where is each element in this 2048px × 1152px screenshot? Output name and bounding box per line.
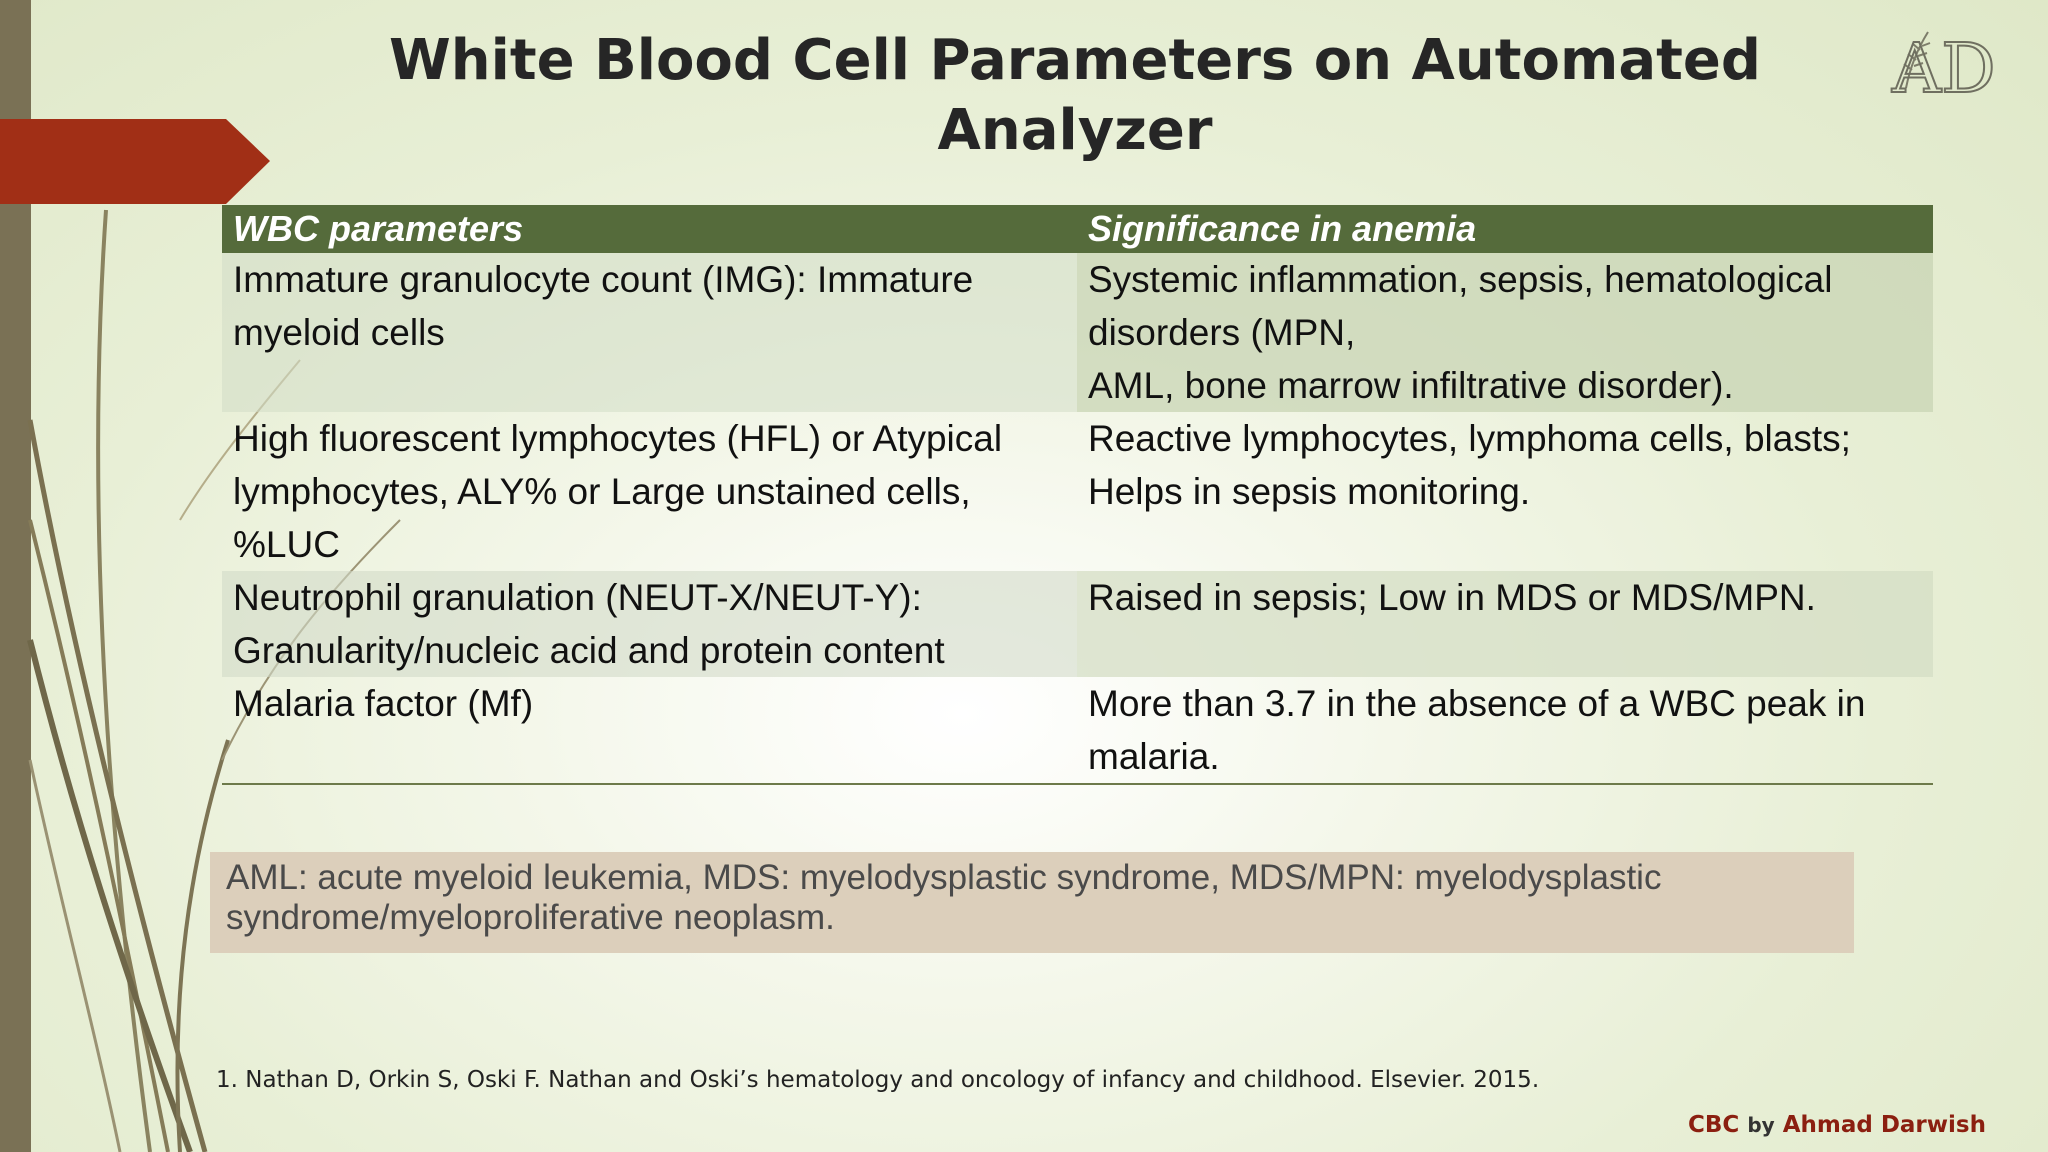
significance-cell bbox=[1077, 412, 1933, 571]
author-credit bbox=[1688, 1112, 1986, 1138]
ad-logo bbox=[1884, 22, 2028, 102]
svg-text:AD: AD bbox=[1892, 30, 1996, 102]
significance-line: Raised in sepsis; Low in MDS or MDS/MPN. bbox=[1088, 577, 1816, 618]
header-wbc-parameters: WBC parameters bbox=[222, 205, 1077, 253]
table-header-row bbox=[222, 205, 1933, 253]
red-arrow-accent bbox=[0, 119, 270, 204]
table-row bbox=[222, 677, 1933, 784]
reference-citation: 1. Nathan D, Orkin S, Oski F. Nathan and Oski’s hematology and oncology of infancy and childhood. Elsevier. 2015. bbox=[216, 1067, 1540, 1093]
parameter-cell: Malaria factor (Mf) bbox=[222, 677, 1077, 784]
abbreviations-note: AML: acute myeloid leukemia, MDS: myelodysplastic syndrome, MDS/MPN: myelodysplastic syndrome/myeloproliferative neoplasm. bbox=[210, 852, 1854, 953]
wbc-parameters-table bbox=[222, 205, 1933, 785]
table-row bbox=[222, 571, 1933, 677]
significance-line: More than 3.7 in the absence of a WBC peak in malaria. bbox=[1088, 683, 1866, 777]
significance-cell bbox=[1077, 571, 1933, 677]
table-row bbox=[222, 412, 1933, 571]
credit-by: by bbox=[1747, 1113, 1775, 1137]
significance-cell bbox=[1077, 253, 1933, 412]
parameter-cell: High fluorescent lymphocytes (HFL) or Atypical lymphocytes, ALY% or Large unstained cells, %LUC bbox=[233, 418, 1003, 565]
header-significance: Significance in anemia bbox=[1077, 205, 1933, 253]
parameter-cell: Immature granulocyte count (IMG): Immature myeloid cells bbox=[222, 253, 1077, 412]
significance-line: AML, bone marrow infiltrative disorder). bbox=[1088, 365, 1734, 406]
significance-cell bbox=[1077, 677, 1933, 784]
credit-program: CBC bbox=[1688, 1112, 1740, 1138]
significance-line: Systemic inflammation, sepsis, hematological disorders (MPN, bbox=[1088, 259, 1833, 353]
parameter-cell: Neutrophil granulation (NEUT-X/NEUT-Y): Granularity/nucleic acid and protein content bbox=[222, 571, 1077, 677]
slide-title: White Blood Cell Parameters on Automated Analyzer bbox=[389, 28, 1761, 163]
credit-author: Ahmad Darwish bbox=[1782, 1112, 1986, 1138]
significance-line: Helps in sepsis monitoring. bbox=[1088, 471, 1531, 512]
table-row bbox=[222, 253, 1933, 412]
significance-line: Reactive lymphocytes, lymphoma cells, blasts; bbox=[1088, 418, 1851, 459]
